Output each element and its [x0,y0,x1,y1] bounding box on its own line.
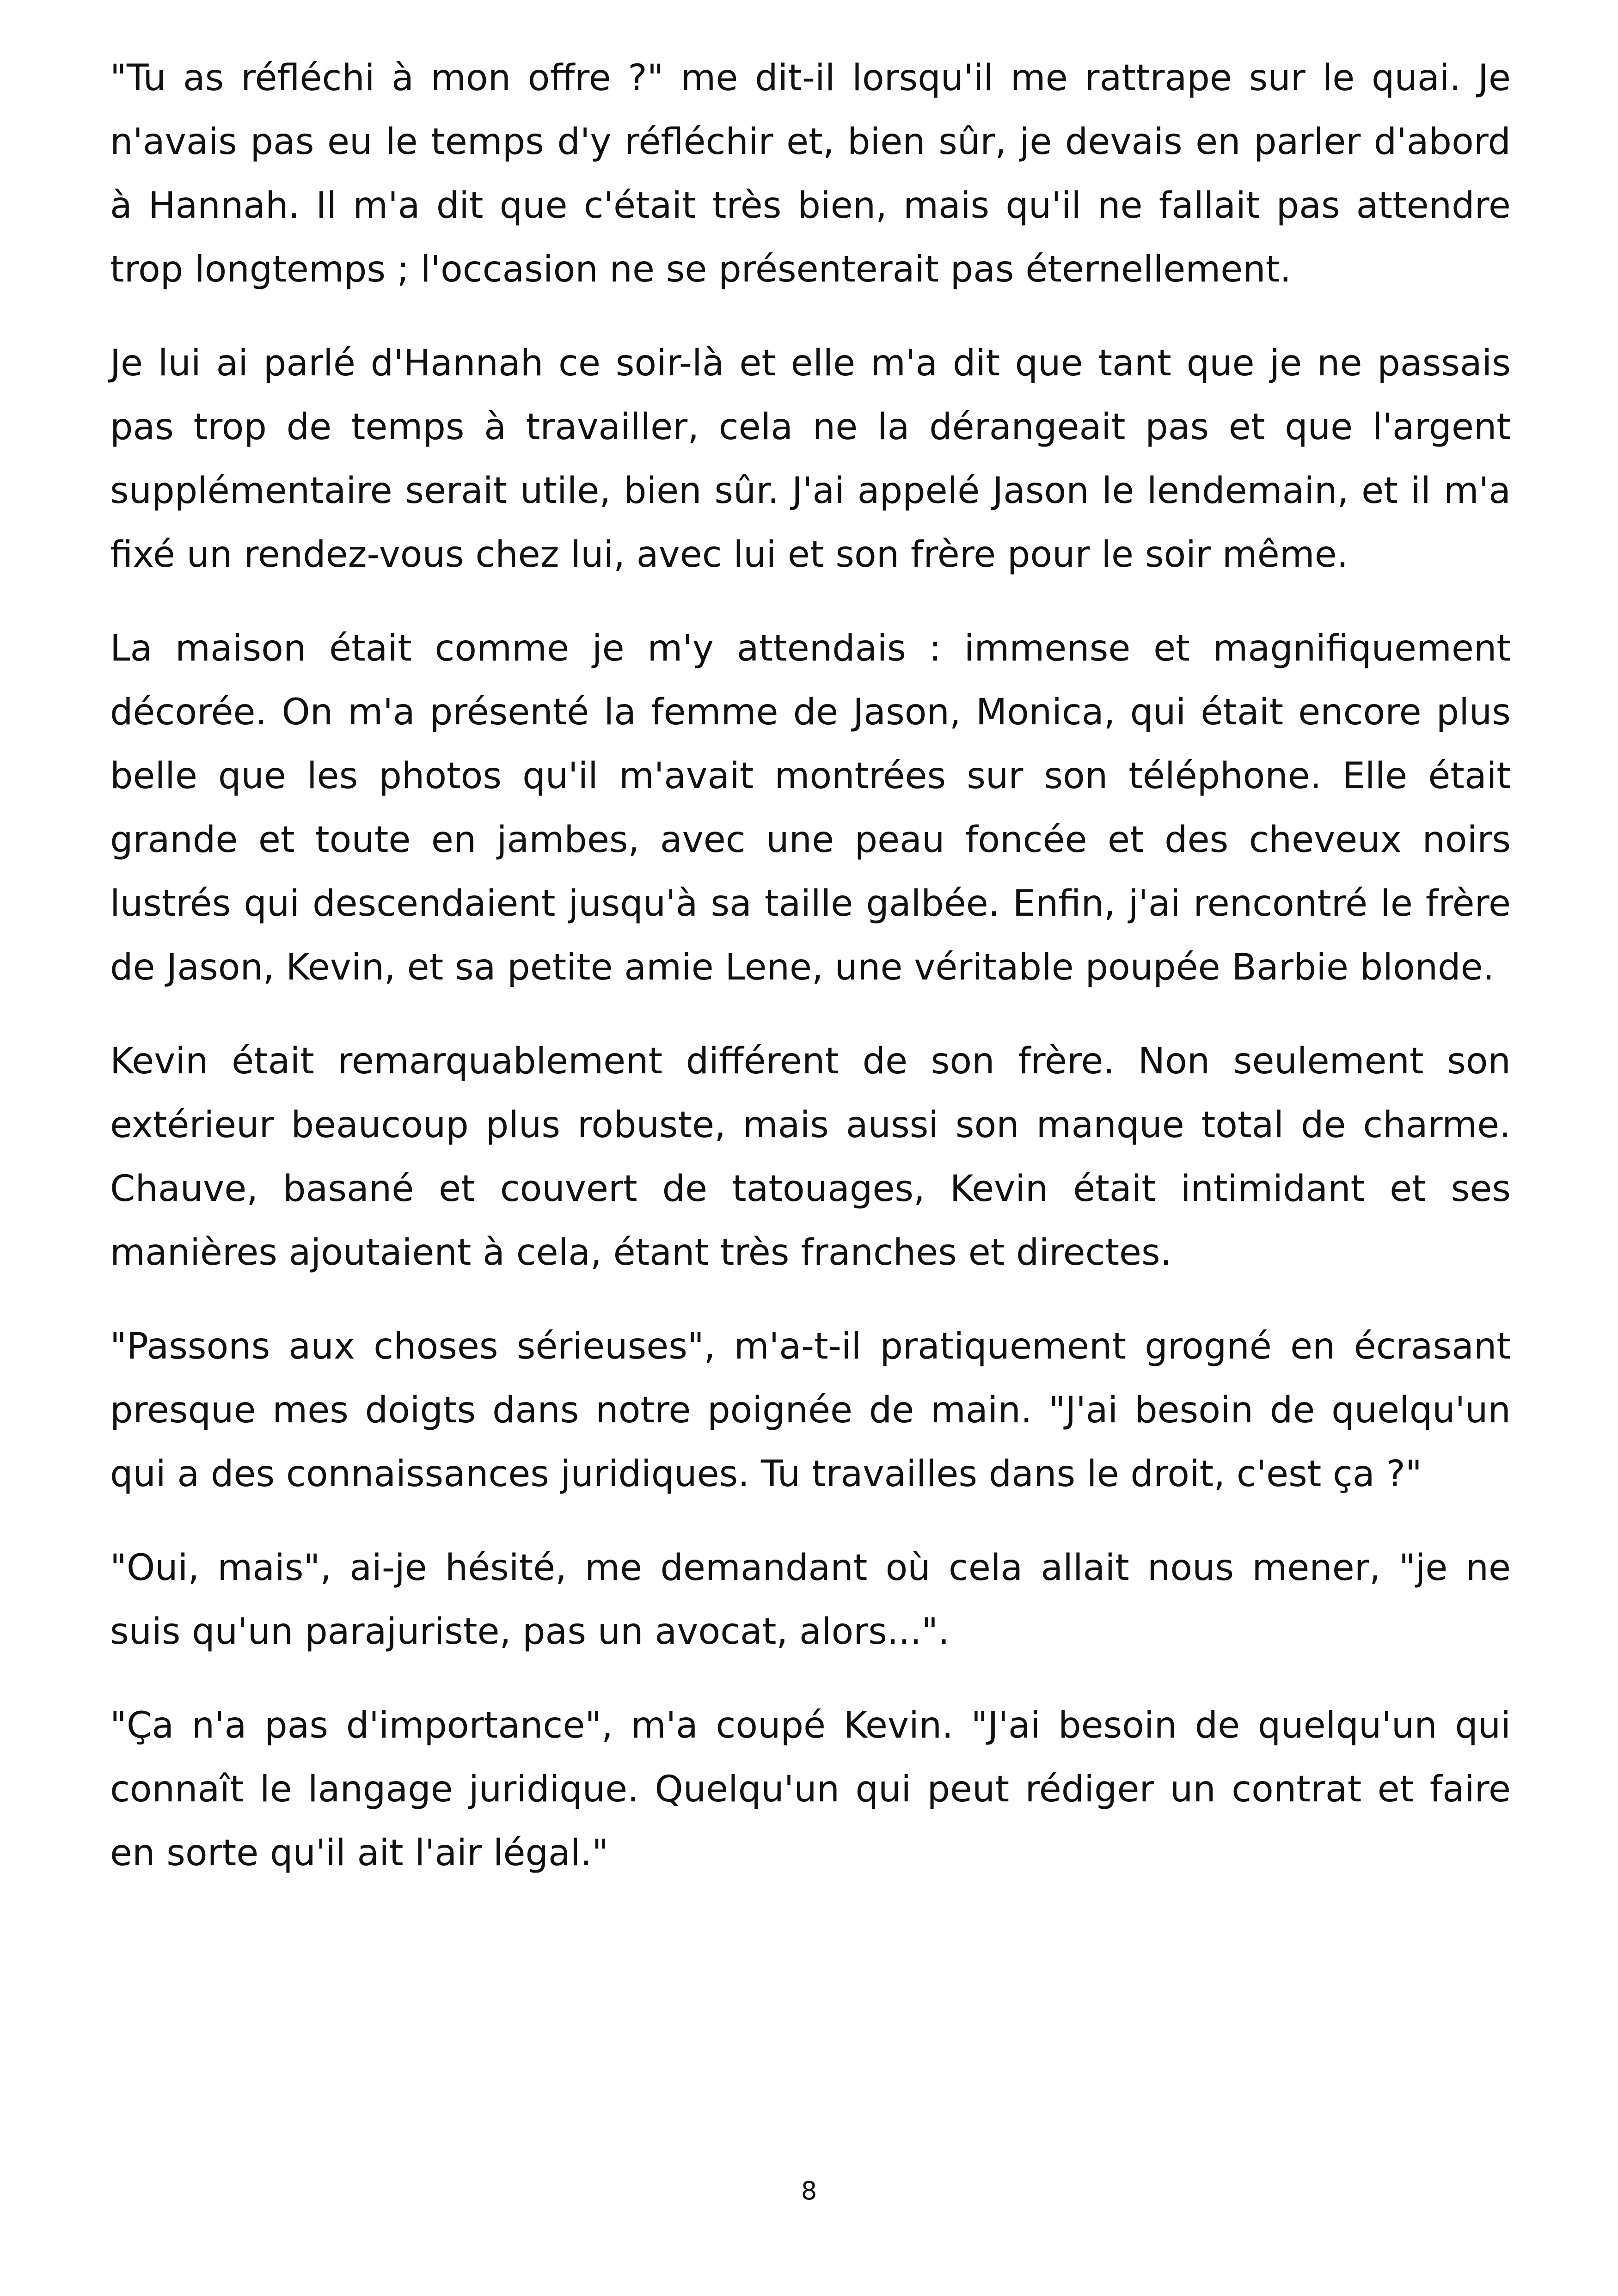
paragraph: La maison était comme je m'y attendais : immense et magnifiquement décorée. On m'a présenté la femme de Jason, Monica, qui était encore plus belle que les photos qu'il m'avait montrées sur son téléphone. Elle était grande et toute en jambes, avec une peau foncée et des cheveux noirs lustrés qui descendaient jusqu'à sa taille galbée. Enfin, j'ai rencontré le frère de Jason, Kevin, et sa petite amie Lene, une véritable poupée Barbie blonde. [110,628,1511,988]
paragraph: "Tu as réfléchi à mon offre ?" me dit-il lorsqu'il me rattrape sur le quai. Je n'avais pas eu le temps d'y réfléchir et, bien sûr, je devais en parler d'abord à Hannah. Il m'a dit que c'était très bien, mais qu'il ne fallait pas attendre trop longtemps ; l'occasion ne se présenterait pas éternellement. [110,57,1511,290]
paragraph: "Oui, mais", ai-je hésité, me demandant où cela allait nous mener, "je ne suis qu'un parajuriste, pas un avocat, alors...". [110,1547,1511,1653]
paragraph: "Ça n'a pas d'importance", m'a coupé Kevin. "J'ai besoin de quelqu'un qui connaît le langage juridique. Quelqu'un qui peut rédiger un contrat et faire en sorte qu'il ait l'air légal." [110,1705,1511,1874]
page-number: 8 [801,2176,817,2205]
paragraph: "Passons aux choses sérieuses", m'a-t-il pratiquement grogné en écrasant presque mes doigts dans notre poignée de main. "J'ai besoin de quelqu'un qui a des connaissances juridiques. Tu travailles dans le droit, c'est ça ?" [110,1326,1511,1495]
paragraph: Je lui ai parlé d'Hannah ce soir-là et elle m'a dit que tant que je ne passais pas trop de temps à travailler, cela ne la dérangeait pas et que l'argent supplémentaire serait utile, bien sûr. J'ai appelé Jason le lendemain, et il m'a fixé un rendez-vous chez lui, avec lui et son frère pour le soir même. [110,343,1511,576]
paragraph: Kevin était remarquablement différent de son frère. Non seulement son extérieur beaucoup plus robuste, mais aussi son manque total de charme. Chauve, basané et couvert de tatouages, Kevin était intimidant et ses manières ajoutaient à cela, étant très franches et directes. [110,1041,1511,1274]
text-body [110,46,1511,1915]
